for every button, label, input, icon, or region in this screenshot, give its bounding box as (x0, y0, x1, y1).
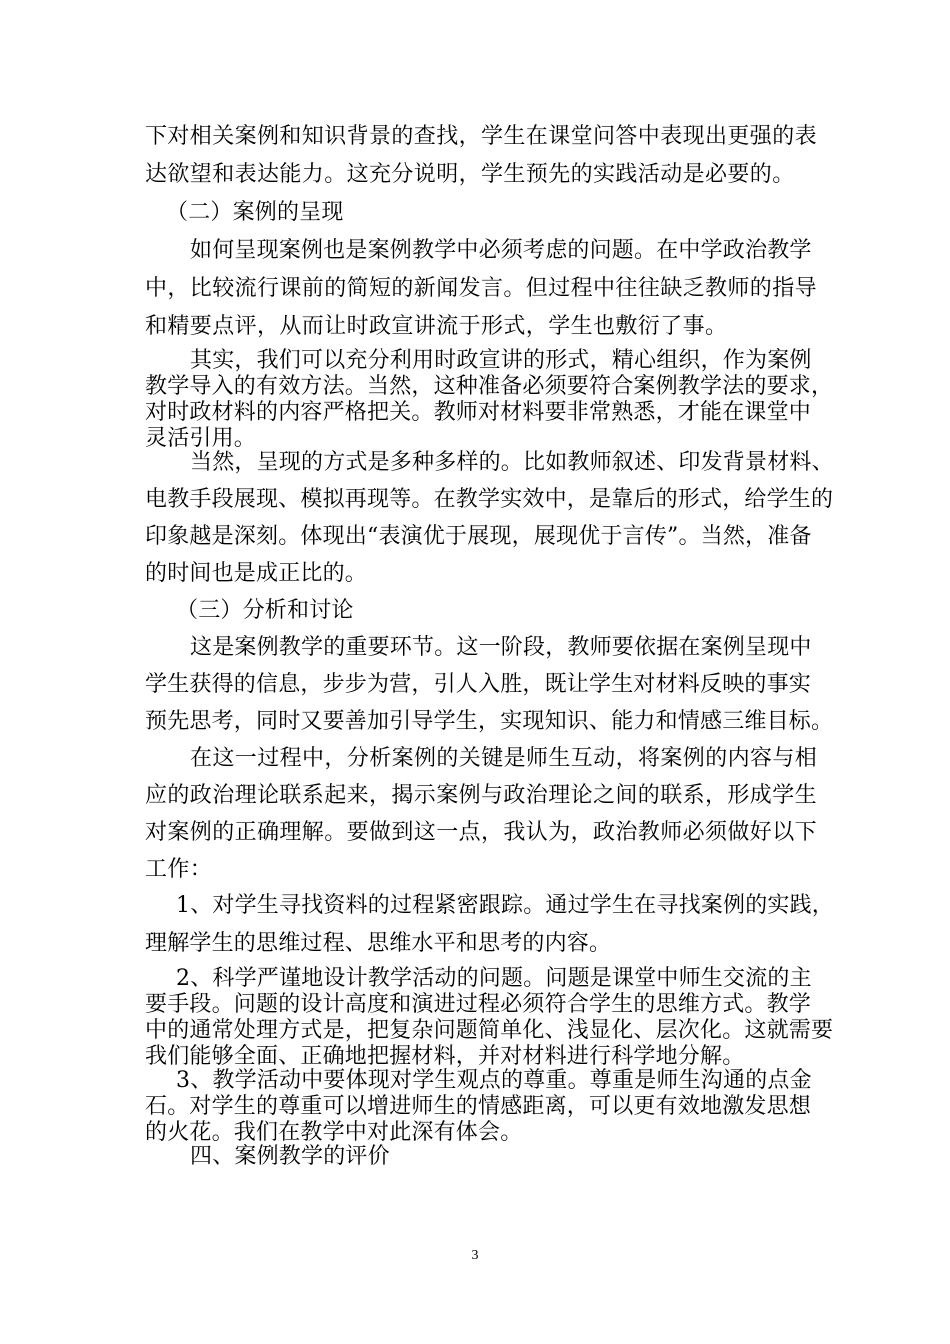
section-heading: 四、案例教学的评价 (190, 1144, 390, 1169)
text-line: 石。对学生的尊重可以增进师生的情感距离，可以更有效地激发思想 (145, 1094, 812, 1119)
text-line: 对时政材料的内容严格把关。教师对材料要非常熟悉，才能在课堂中 (145, 400, 812, 425)
text-line: 理解学生的思维过程、思维水平和思考的内容。 (145, 931, 612, 956)
text-line: 的火花。我们在教学中对此深有体会。 (145, 1120, 523, 1145)
text-line: 在这一过程中，分析案例的关键是师生互动，将案例的内容与相 (190, 746, 818, 771)
text-line: 当然，呈现的方式是多种多样的。比如教师叙述、印发背景材料、 (190, 450, 834, 475)
text-line: 灵活引用。 (145, 426, 257, 451)
list-item: 3、教学活动中要体现对学生观点的尊重。尊重是师生沟通的点金 (176, 1068, 812, 1093)
text-line: 电教手段展现、模拟再现等。在教学实效中，是靠后的形式，给学生的 (145, 487, 834, 512)
text-line: 要手段。问题的设计高度和演进过程必须符合学生的思维方式。教学 (145, 992, 812, 1017)
text-line: 这是案例教学的重要环节。这一阶段，教师要依据在案例呈现中 (190, 635, 812, 660)
section-heading: （二）案例的呈现 (166, 200, 344, 225)
text-line: 预先思考，同时又要善加引导学生，实现知识、能力和情感三维目标。 (145, 709, 834, 734)
page-number: 3 (471, 1248, 479, 1263)
text-line: 对案例的正确理解。要做到这一点，我认为，政治教师必须做好以下 (145, 820, 818, 845)
list-item: 1、对学生寻找资料的过程紧密跟踪。通过学生在寻找案例的实践， (176, 893, 834, 918)
text-line: 达欲望和表达能力。这充分说明，学生预先的实践活动是必要的。 (145, 162, 795, 187)
text-line: 我们能够全面、正确地把握材料，并对材料进行科学地分解。 (145, 1044, 745, 1069)
text-line: 工作： (145, 857, 213, 882)
text-line: 学生获得的信息，步步为营，引人入胜，既让学生对材料反映的事实 (145, 672, 812, 697)
text-line: 中，比较流行课前的简短的新闻发言。但过程中往往缺乏教师的指导 (145, 276, 818, 301)
text-line: 其实，我们可以充分利用时政宣讲的形式，精心组织，作为案例 (190, 348, 812, 373)
section-heading: （三）分析和讨论 (176, 598, 354, 623)
list-item: 2、科学严谨地设计教学活动的问题。问题是课堂中师生交流的主 (176, 966, 812, 991)
text-line: 下对相关案例和知识背景的查找，学生在课堂问答中表现出更强的表 (145, 124, 818, 149)
text-line: 应的政治理论联系起来，揭示案例与政治理论之间的联系，形成学生 (145, 783, 818, 808)
text-line: 的时间也是成正比的。 (145, 561, 368, 586)
text-line: 如何呈现案例也是案例教学中必须考虑的问题。在中学政治教学 (190, 238, 812, 263)
text-line: 教学导入的有效方法。当然，这种准备必须要符合案例教学法的要求， (145, 374, 834, 399)
text-line: 和精要点评，从而让时政宣讲流于形式，学生也敷衍了事。 (145, 314, 728, 339)
text-line: 中的通常处理方式是，把复杂问题简单化、浅显化、层次化。这就需要 (145, 1018, 834, 1043)
text-line: 印象越是深刻。体现出“表演优于展现，展现优于言传”。当然，准备 (145, 524, 812, 549)
